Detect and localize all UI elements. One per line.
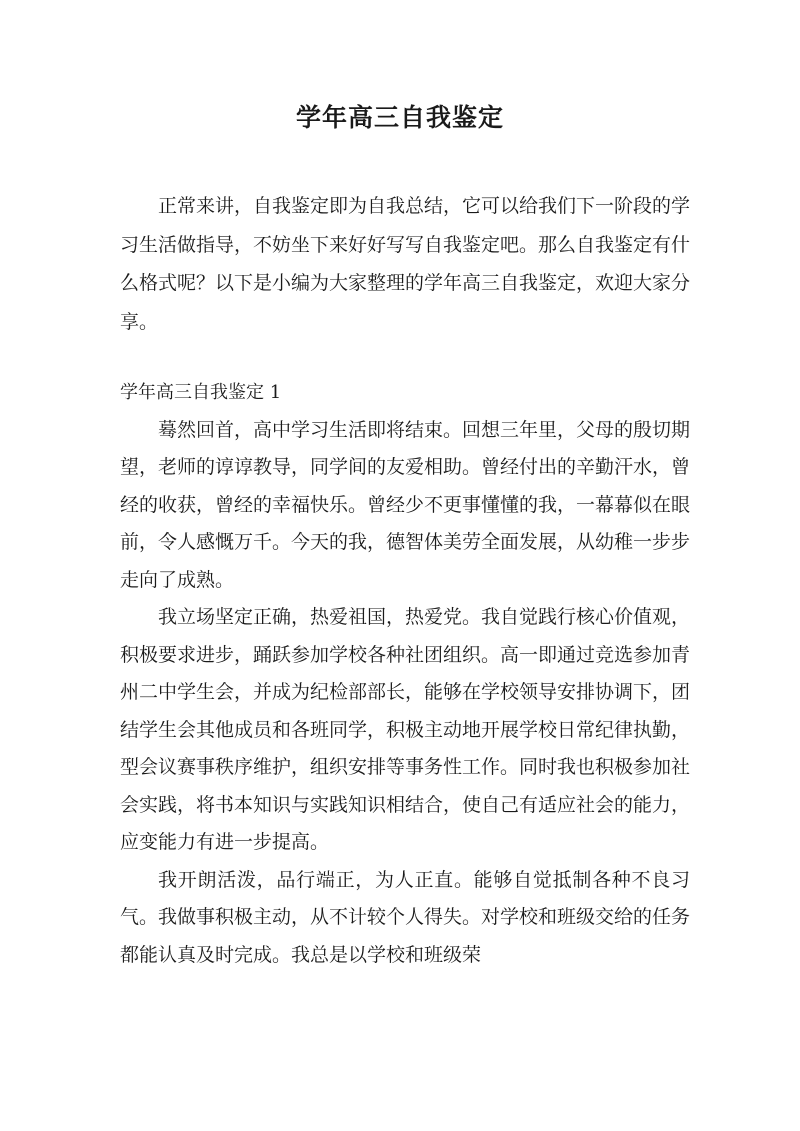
intro-paragraph: 正常来讲，自我鉴定即为自我总结，它可以给我们下一阶段的学习生活做指导，不妨坐下来好好写写自我鉴定吧。那么自我鉴定有什么格式呢？以下是小编为大家整理的学年高三自我鉴定，欢迎大家分享。 <box>120 195 691 333</box>
intro-section <box>120 187 690 341</box>
body-section <box>120 374 690 974</box>
body-paragraph-3: 我开朗活泼，品行端正，为人正直。能够自觉抵制各种不良习气。我做事积极主动，从不计较个人得失。对学校和班级交给的任务都能认真及时完成。我总是以学校和班级荣 <box>120 868 691 966</box>
section-heading: 学年高三自我鉴定 1 <box>120 382 282 403</box>
body-paragraph-2: 我立场坚定正确，热爱祖国，热爱党。我自觉践行核心价值观，积极要求进步，踊跃参加学校各种社团组织。高一即通过竞选参加青州二中学生会，并成为纪检部部长，能够在学校领导安排协调下，团结学生会其他成员和各班同学，积极主动地开展学校日常纪律执勤，型会议赛事秩序维护，组织安排等事务性工作。同时我也积极参加社会实践，将书本知识与实践知识相结合，使自己有适应社会的能力，应变能力有进一步提高。 <box>120 606 691 853</box>
body-paragraph-1: 蓦然回首，高中学习生活即将结束。回想三年里，父母的殷切期望，老师的谆谆教导，同学间的友爱相助。曾经付出的辛勤汗水，曾经的收获，曾经的幸福快乐。曾经少不更事懂懂的我，一幕幕似在眼前，令人感慨万千。今天的我，德智体美劳全面发展，从幼稚一步步走向了成熟。 <box>120 418 691 591</box>
document-title: 学年高三自我鉴定 <box>295 103 504 132</box>
